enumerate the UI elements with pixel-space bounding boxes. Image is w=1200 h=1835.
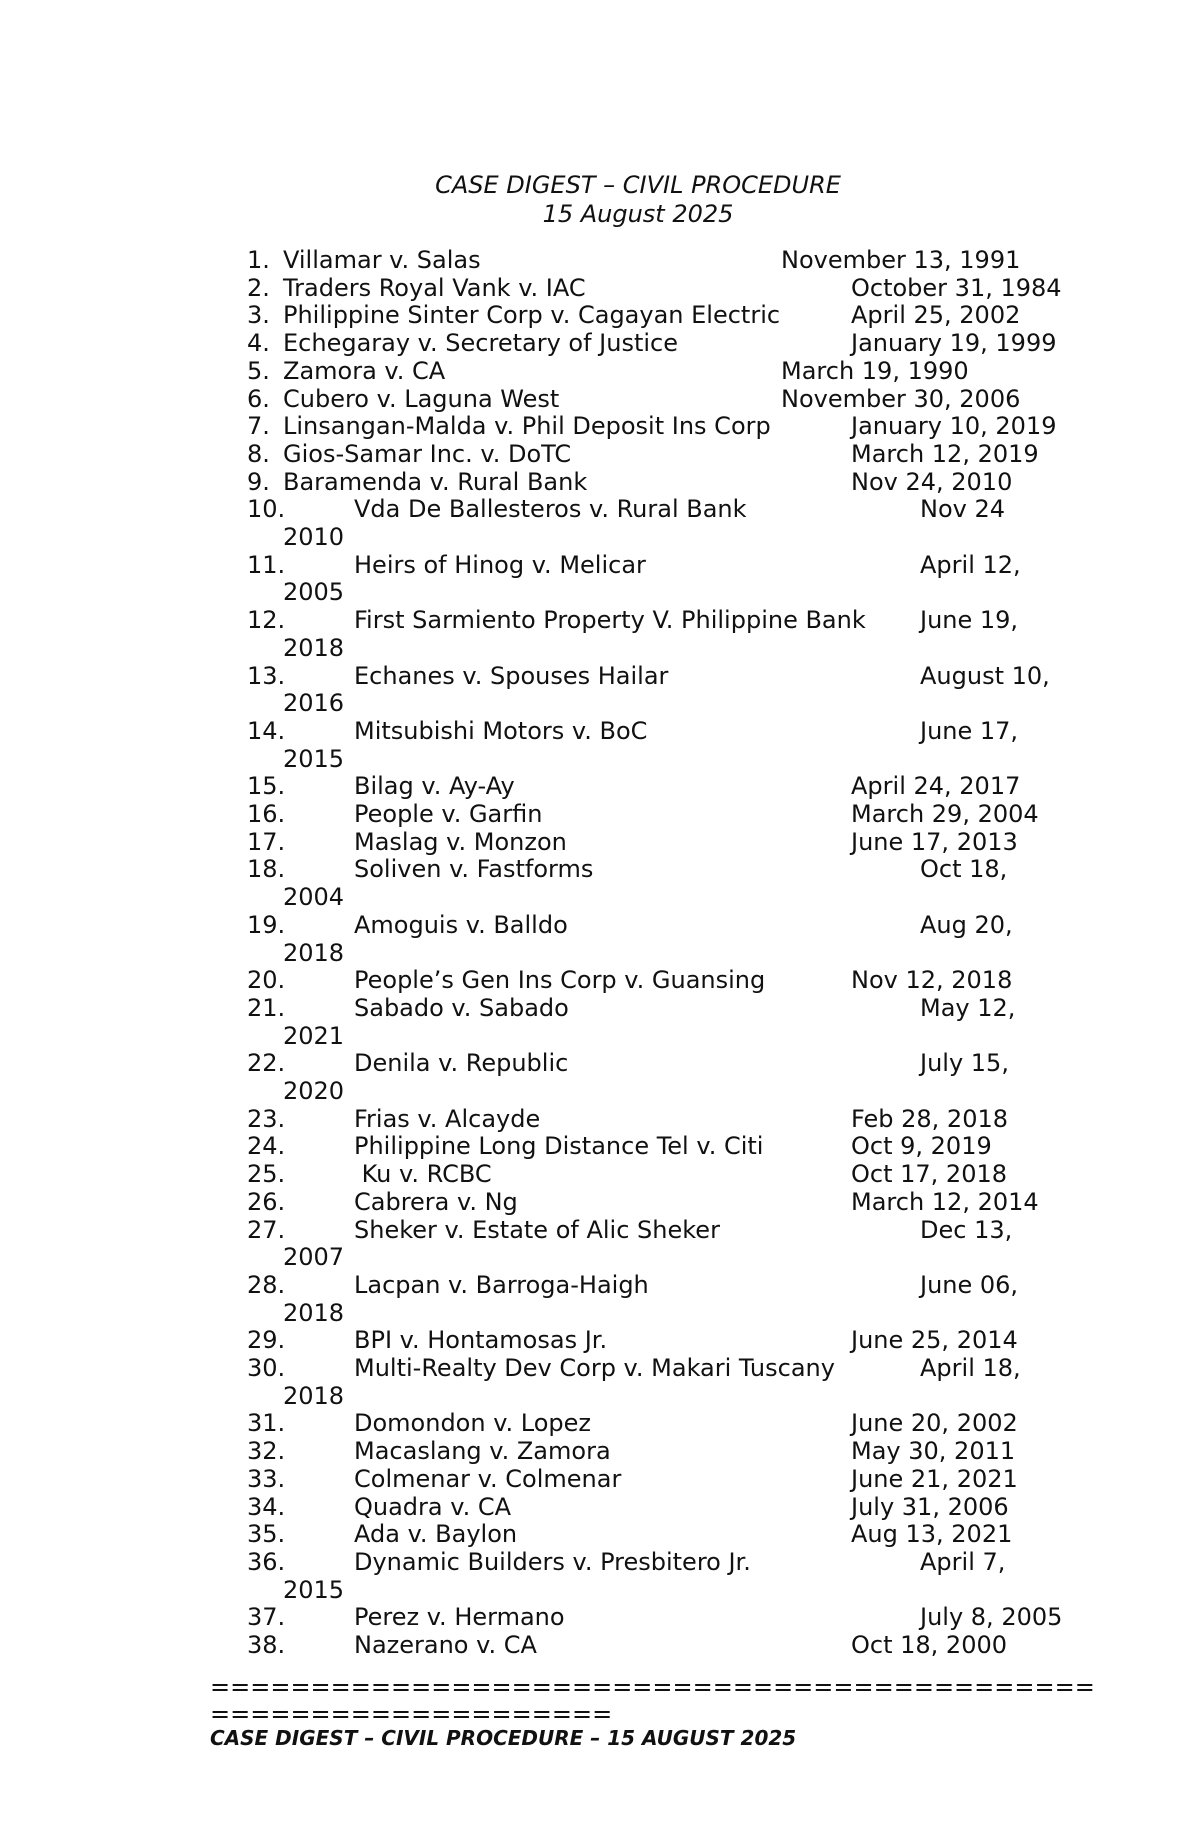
case-date: Oct 18, 2000: [851, 1631, 1007, 1659]
case-name: Ada v. Baylon: [354, 1520, 518, 1549]
case-name: Zamora v. CA: [283, 356, 446, 385]
case-name: Quadra v. CA: [354, 1492, 512, 1521]
case-date-year: 2016: [283, 689, 345, 718]
case-date-year: 2004: [283, 883, 345, 912]
case-number: 24.: [247, 1132, 286, 1161]
case-date: Dec 13,: [920, 1215, 1013, 1244]
case-name: Multi-Realty Dev Corp v. Makari Tuscany: [354, 1354, 835, 1382]
case-date: May 30, 2011: [851, 1437, 1016, 1466]
case-name: Dynamic Builders v. Presbitero Jr.: [354, 1547, 751, 1576]
case-number: 18.: [247, 855, 286, 884]
case-number: 36.: [247, 1547, 286, 1576]
case-name: Perez v. Hermano: [354, 1603, 565, 1632]
case-date: March 29, 2004: [851, 800, 1039, 828]
case-date-year: 2021: [283, 1021, 345, 1050]
case-number: 5.: [247, 356, 270, 385]
case-number: 19.: [247, 910, 286, 939]
case-name: Traders Royal Vank v. IAC: [283, 273, 586, 302]
case-date: Aug 20,: [920, 910, 1013, 939]
case-date: July 8, 2005: [920, 1603, 1063, 1632]
case-number: 1.: [247, 246, 270, 274]
case-date-year: 2007: [283, 1243, 345, 1272]
case-number: 3.: [247, 301, 270, 330]
separator-line-2: ====================: [210, 1700, 613, 1728]
case-number: 22.: [247, 1049, 286, 1078]
case-number: 7.: [247, 412, 270, 441]
case-date: July 31, 2006: [851, 1492, 1009, 1521]
case-number: 26.: [247, 1187, 286, 1216]
case-date: Oct 9, 2019: [851, 1132, 992, 1161]
case-name: Philippine Long Distance Tel v. Citi: [354, 1132, 764, 1161]
case-number: 11.: [247, 550, 286, 579]
case-name: Baramenda v. Rural Bank: [283, 467, 588, 496]
case-number: 16.: [247, 800, 286, 828]
case-number: 6.: [247, 384, 270, 413]
case-number: 32.: [247, 1437, 286, 1466]
case-name: Maslag v. Monzon: [354, 827, 567, 856]
case-date: January 19, 1999: [851, 329, 1057, 358]
case-name: Cabrera v. Ng: [354, 1187, 518, 1216]
case-date: June 21, 2021: [851, 1464, 1018, 1493]
case-name: Heirs of Hinog v. Melicar: [354, 550, 646, 579]
case-number: 21.: [247, 993, 286, 1022]
case-name: BPI v. Hontamosas Jr.: [354, 1326, 608, 1355]
case-date-year: 2018: [283, 938, 345, 967]
case-number: 35.: [247, 1520, 286, 1549]
case-date-year: 2010: [283, 523, 345, 551]
case-date: May 12,: [920, 993, 1016, 1022]
page-date: 15 August 2025: [542, 200, 734, 228]
case-name: Gios-Samar Inc. v. DoTC: [283, 439, 572, 468]
case-date-year: 2020: [283, 1077, 345, 1105]
case-date: January 10, 2019: [851, 412, 1057, 441]
case-number: 28.: [247, 1270, 286, 1299]
case-number: 4.: [247, 329, 270, 358]
case-number: 9.: [247, 467, 270, 496]
case-number: 31.: [247, 1409, 286, 1438]
case-number: 27.: [247, 1215, 286, 1244]
case-date: Nov 24, 2010: [851, 467, 1013, 496]
case-number: 23.: [247, 1104, 286, 1133]
case-name: Nazerano v. CA: [354, 1631, 537, 1659]
case-date: April 25, 2002: [851, 301, 1021, 330]
case-number: 20.: [247, 966, 286, 995]
case-name: Sabado v. Sabado: [354, 993, 569, 1022]
case-number: 17.: [247, 827, 286, 856]
case-name: Linsangan-Malda v. Phil Deposit Ins Corp: [283, 412, 771, 441]
case-name: Ku v. RCBC: [354, 1160, 492, 1189]
case-name: Denila v. Republic: [354, 1049, 569, 1078]
case-name: Echegaray v. Secretary of Justice: [283, 329, 678, 358]
case-date: Oct 18,: [920, 855, 1008, 884]
case-date-year: 2018: [283, 1298, 345, 1327]
case-number: 37.: [247, 1603, 286, 1632]
case-date: August 10,: [920, 661, 1050, 690]
case-date: November 13, 1991: [781, 246, 1021, 274]
case-date: November 30, 2006: [781, 384, 1021, 413]
case-name: Colmenar v. Colmenar: [354, 1464, 622, 1493]
case-name: Frias v. Alcayde: [354, 1104, 541, 1133]
case-number: 2.: [247, 273, 270, 302]
case-number: 10.: [247, 495, 286, 524]
case-date: April 18,: [920, 1354, 1021, 1382]
case-number: 14.: [247, 716, 286, 745]
case-number: 34.: [247, 1492, 286, 1521]
case-number: 12.: [247, 606, 286, 635]
case-name: Mitsubishi Motors v. BoC: [354, 716, 648, 745]
case-name: Echanes v. Spouses Hailar: [354, 661, 669, 690]
case-date: Aug 13, 2021: [851, 1520, 1013, 1549]
case-number: 38.: [247, 1631, 286, 1659]
case-number: 13.: [247, 661, 286, 690]
case-name: First Sarmiento Property V. Philippine Bank: [354, 606, 866, 635]
case-date: June 19,: [920, 606, 1019, 635]
case-number: 33.: [247, 1464, 286, 1493]
case-date: Nov 24: [920, 495, 1006, 524]
case-date: June 20, 2002: [851, 1409, 1018, 1438]
case-name: Soliven v. Fastforms: [354, 855, 594, 884]
case-name: People’s Gen Ins Corp v. Guansing: [354, 966, 766, 995]
case-name: Sheker v. Estate of Alic Sheker: [354, 1215, 720, 1244]
case-date: Nov 12, 2018: [851, 966, 1013, 995]
page-title: CASE DIGEST – CIVIL PROCEDURE: [435, 171, 841, 199]
case-date: June 17,: [920, 716, 1019, 745]
case-date: June 17, 2013: [851, 827, 1018, 856]
case-name: Cubero v. Laguna West: [283, 384, 560, 413]
case-date: June 06,: [920, 1270, 1019, 1299]
case-date: Feb 28, 2018: [851, 1104, 1008, 1133]
case-name: Bilag v. Ay-Ay: [354, 772, 515, 801]
case-number: 25.: [247, 1160, 286, 1189]
case-name: Villamar v. Salas: [283, 246, 481, 274]
case-number: 30.: [247, 1354, 286, 1382]
case-number: 8.: [247, 439, 270, 468]
case-date: July 15,: [920, 1049, 1009, 1078]
case-date-year: 2015: [283, 1575, 345, 1604]
case-name: People v. Garfin: [354, 800, 543, 828]
case-date: April 12,: [920, 550, 1021, 579]
case-name: Amoguis v. Balldo: [354, 910, 568, 939]
case-date: October 31, 1984: [851, 273, 1062, 302]
case-date-year: 2018: [283, 633, 345, 662]
case-date: April 24, 2017: [851, 772, 1021, 801]
case-name: Macaslang v. Zamora: [354, 1437, 611, 1466]
case-date: March 19, 1990: [781, 356, 969, 385]
case-date-year: 2015: [283, 744, 345, 773]
case-name: Vda De Ballesteros v. Rural Bank: [354, 495, 747, 524]
case-date: April 7,: [920, 1547, 1006, 1576]
case-name: Philippine Sinter Corp v. Cagayan Electric: [283, 301, 781, 330]
case-number: 29.: [247, 1326, 286, 1355]
case-date: June 25, 2014: [851, 1326, 1018, 1355]
case-number: 15.: [247, 772, 286, 801]
case-name: Lacpan v. Barroga-Haigh: [354, 1270, 649, 1299]
page-footer: CASE DIGEST – CIVIL PROCEDURE – 15 AUGUST 2025: [210, 1726, 797, 1750]
case-name: Domondon v. Lopez: [354, 1409, 592, 1438]
case-date: Oct 17, 2018: [851, 1160, 1007, 1189]
case-date-year: 2018: [283, 1381, 345, 1410]
case-date-year: 2005: [283, 578, 345, 607]
case-date: March 12, 2014: [851, 1187, 1039, 1216]
separator-line-1: ============================================: [210, 1673, 1095, 1701]
case-date: March 12, 2019: [851, 439, 1039, 468]
